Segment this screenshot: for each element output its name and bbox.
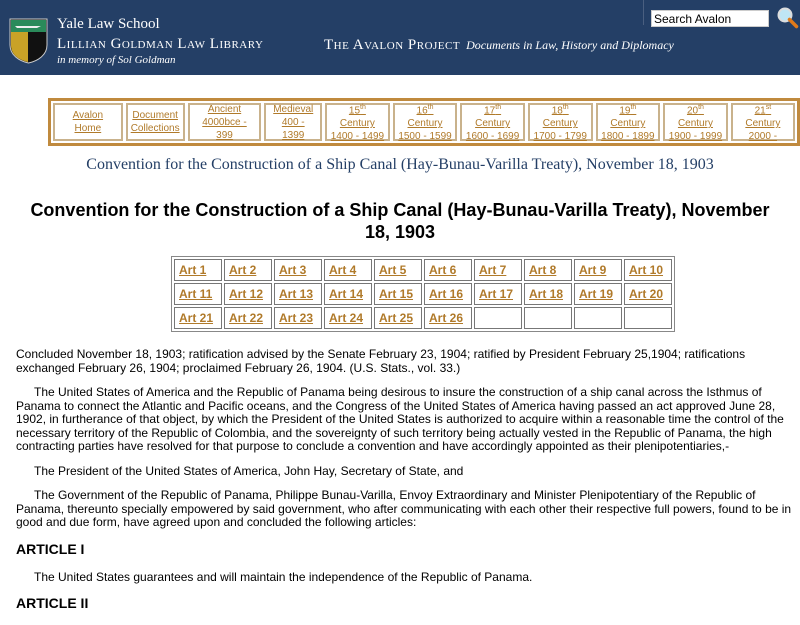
divider xyxy=(643,0,644,25)
nav-cell xyxy=(528,103,593,141)
article-link[interactable]: Art 9 xyxy=(579,263,607,277)
nav-link[interactable] xyxy=(736,101,790,143)
site-header xyxy=(0,0,800,75)
article-link[interactable]: Art 10 xyxy=(629,263,664,277)
nav-cell xyxy=(731,103,795,141)
nav-link[interactable] xyxy=(465,101,520,143)
nav-link[interactable] xyxy=(131,109,180,135)
ordinal-suffix: th xyxy=(360,103,366,111)
nav-link[interactable] xyxy=(533,101,588,143)
article-heading: ARTICLE I xyxy=(16,540,85,557)
document-title: Convention for the Construction of a Ship Canal (Hay-Bunau-Varilla Treaty), November 18, 1903 xyxy=(30,200,770,242)
article-cell xyxy=(424,259,472,281)
article-link[interactable]: Art 14 xyxy=(329,287,364,301)
article-cell xyxy=(624,283,672,305)
search-input[interactable] xyxy=(651,10,769,27)
article-cell xyxy=(274,307,322,329)
nav-range: 400 - 1399 xyxy=(281,116,305,141)
article-link[interactable]: Art 2 xyxy=(229,263,257,277)
nav-range: 1400 - 1499 xyxy=(330,131,385,143)
article-link[interactable]: Art 1 xyxy=(179,263,207,277)
article-link[interactable]: Art 12 xyxy=(229,287,264,301)
article-cell xyxy=(574,307,622,329)
document-subtitle: Convention for the Construction of a Ship Canal (Hay-Bunau-Varilla Treaty), November 18, 1903 xyxy=(86,156,714,173)
article-cell xyxy=(374,283,422,305)
century-number: 16 xyxy=(416,105,428,117)
century-number: 20 xyxy=(686,105,699,117)
nav-range: 1800 - 1899 xyxy=(601,131,655,143)
century-number: 17 xyxy=(484,105,496,117)
article-cell xyxy=(224,307,272,329)
century-number: 21 xyxy=(754,105,766,117)
article-link[interactable]: Art 5 xyxy=(379,263,407,277)
article-link[interactable]: Art 17 xyxy=(479,287,514,301)
article-link[interactable]: Art 26 xyxy=(429,311,464,325)
nav-cell xyxy=(126,103,185,141)
ordinal-suffix: st xyxy=(765,103,772,111)
ordinal-suffix: th xyxy=(562,103,569,111)
project-name: The Avalon Project xyxy=(324,37,461,53)
project-title xyxy=(324,37,674,54)
nav-cell xyxy=(393,103,458,141)
century-number: 18 xyxy=(551,105,563,117)
nav-label: Ancient xyxy=(207,103,242,115)
article-cell xyxy=(174,259,222,281)
nav-range: 1500 - 1599 xyxy=(398,131,452,143)
articles-row xyxy=(174,307,672,329)
article-link[interactable]: Art 11 xyxy=(179,287,213,301)
article-link[interactable]: Art 19 xyxy=(579,287,614,301)
article-link[interactable]: Art 25 xyxy=(379,311,414,325)
article-link[interactable]: Art 23 xyxy=(279,311,314,325)
article-cell xyxy=(374,259,422,281)
nav-range: Collections xyxy=(130,123,180,134)
plenipotentiary-panama: The Government of the Republic of Panama, Philippe Bunau-Varilla, Envoy Extraordinary and Minister Plenipotentiary of the Republic of Panama, thereunto specially empowered by said government, who after communicating with each other their respective full powers, found to be in good and due form, have agreed upon and concluded the following articles: xyxy=(16,488,792,529)
nav-cell xyxy=(460,103,525,141)
article-cell xyxy=(524,307,572,329)
search-icon[interactable] xyxy=(777,7,799,29)
article-cell xyxy=(524,283,572,305)
article-cell xyxy=(324,283,372,305)
article-link[interactable]: Art 13 xyxy=(279,287,314,301)
article-link[interactable]: Art 21 xyxy=(179,311,214,325)
article-cell xyxy=(174,283,222,305)
century-number: 19 xyxy=(619,105,631,117)
nav-cell xyxy=(325,103,390,141)
ordinal-suffix: th xyxy=(698,103,704,111)
nav-link[interactable] xyxy=(330,101,385,143)
article-link[interactable]: Art 24 xyxy=(329,311,364,325)
ordinal-suffix: th xyxy=(495,103,502,111)
document-body xyxy=(16,348,792,625)
nav-label: Century xyxy=(677,118,713,130)
article-cell xyxy=(174,307,222,329)
article-link[interactable]: Art 18 xyxy=(529,287,564,301)
article-cell xyxy=(474,283,522,305)
nav-range: 2000 - xyxy=(748,131,778,143)
article-cell xyxy=(224,283,272,305)
article-cell xyxy=(424,283,472,305)
article-text: The United States guarantees and will maintain the independence of the Republic of Panama. xyxy=(34,569,533,584)
nav-link[interactable] xyxy=(269,103,317,142)
yale-shield-logo[interactable] xyxy=(9,18,48,64)
ordinal-suffix: th xyxy=(427,103,434,111)
article-link[interactable]: Art 7 xyxy=(479,263,507,277)
article-cell xyxy=(574,259,622,281)
nav-cell xyxy=(596,103,661,141)
nav-label: Century xyxy=(475,118,511,130)
article-link[interactable]: Art 3 xyxy=(279,263,307,277)
nav-range: 1600 - 1699 xyxy=(465,131,520,143)
plenipotentiary-us: The President of the United States of America, John Hay, Secretary of State, and xyxy=(34,463,464,478)
article-cell xyxy=(624,259,672,281)
memorial-text: in memory of Sol Goldman xyxy=(57,54,176,66)
articles-index xyxy=(171,256,675,332)
article-cell xyxy=(324,307,372,329)
article-link[interactable]: Art 15 xyxy=(379,287,414,301)
article-cell xyxy=(474,307,522,329)
article-link[interactable]: Art 8 xyxy=(529,263,557,277)
article-cell xyxy=(474,259,522,281)
nav-range: 1700 - 1799 xyxy=(533,131,587,143)
nav-label: Medieval xyxy=(273,103,314,115)
nav-label: Century xyxy=(610,118,646,130)
era-navigation xyxy=(48,98,800,146)
nav-cell xyxy=(264,103,322,141)
nav-range: 1900 - 1999 xyxy=(668,131,723,143)
ordinal-suffix: th xyxy=(630,103,637,111)
nav-cell xyxy=(663,103,728,141)
nav-label: Document xyxy=(132,110,178,121)
preamble-paragraph: The United States of America and the Republic of Panama being desirous to insure the construction of a ship canal across the Isthmus of Panama to connect the Atlantic and Pacific oceans, and the Congress of the United States of America having passed an act approved June 28, 1902, in furtherance of that object, by which the President of the United States is authorized to acquire within a reasonable time the control of the necessary territory of the Republic of Colombia, and the sovereignty of such territory being actually vested in the Republic of Panama, the high contracting parties have resolved for that purpose to conclude a convention and have accordingly appointed as their plenipotentiaries,- xyxy=(16,385,784,453)
article-cell xyxy=(424,307,472,329)
nav-label: Century xyxy=(542,118,578,130)
article-link[interactable]: Art 20 xyxy=(629,287,664,301)
nav-label: Century xyxy=(745,118,781,130)
nav-label: Avalon Home xyxy=(72,110,104,134)
nav-range: 4000bce - 399 xyxy=(202,116,247,141)
article-cell xyxy=(624,307,672,329)
nav-link[interactable] xyxy=(668,101,723,143)
article-link[interactable]: Art 16 xyxy=(429,287,464,301)
article-cell xyxy=(574,283,622,305)
article-cell xyxy=(374,307,422,329)
century-number: 15 xyxy=(348,105,361,117)
nav-cell xyxy=(188,103,262,141)
article-cell xyxy=(524,259,572,281)
articles-row xyxy=(174,259,672,281)
articles-row xyxy=(174,283,672,305)
article-cell xyxy=(324,259,372,281)
project-tagline: Documents in Law, History and Diplomacy xyxy=(466,38,674,52)
article-link[interactable]: Art 4 xyxy=(329,263,357,277)
article-cell xyxy=(274,283,322,305)
school-name: Yale Law School xyxy=(57,16,160,32)
nav-link[interactable] xyxy=(601,101,656,143)
article-cell xyxy=(224,259,272,281)
library-name: Lillian Goldman Law Library xyxy=(57,36,264,52)
nav-link[interactable] xyxy=(193,103,257,142)
ratification-note: Concluded November 18, 1903; ratification advised by the Senate February 23, 1904; ratified by President February 25,1904; ratifications exchanged February 26, 1904; proclaimed February 26, 1904. (U.S. Stats., vol. 33.) xyxy=(16,347,746,375)
nav-link[interactable] xyxy=(398,101,453,143)
article-link[interactable]: Art 22 xyxy=(229,311,264,325)
article-cell xyxy=(274,259,322,281)
nav-cell xyxy=(53,103,123,141)
nav-link[interactable] xyxy=(58,109,118,135)
nav-label: Century xyxy=(339,118,375,130)
article-link[interactable]: Art 6 xyxy=(429,263,457,277)
nav-label: Century xyxy=(407,118,443,130)
article-heading: ARTICLE II xyxy=(16,595,89,611)
